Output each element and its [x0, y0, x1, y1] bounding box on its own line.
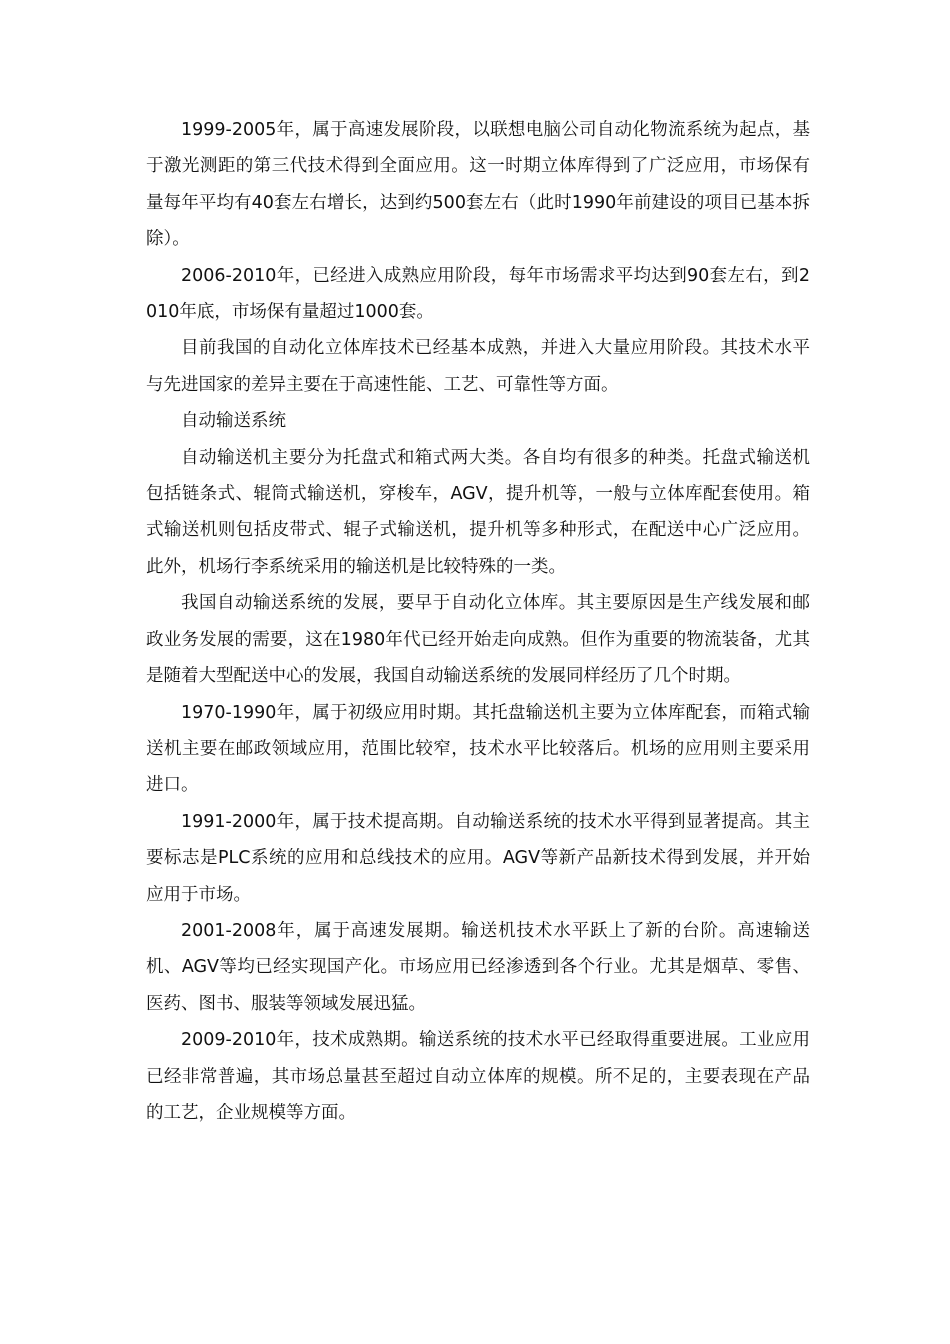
paragraph-1970-1990: 1970-1990年，属于初级应用时期。其托盘输送机主要为立体库配套，而箱式输送机主要在邮政领域应用，范围比较窄，技术水平比较落后。机场的应用则主要采用进口。 — [146, 702, 810, 796]
paragraph-2001-2008: 2001-2008年，属于高速发展期。输送机技术水平跃上了新的台阶。高速输送机、AGV等均已经实现国产化。市场应用已经渗透到各个行业。尤其是烟草、零售、医药、图书、服装等领域发展迅猛。 — [146, 920, 810, 1014]
paragraph-1991-2000: 1991-2000年，属于技术提高期。自动输送系统的技术水平得到显著提高。其主要标志是PLC系统的应用和总线技术的应用。AGV等新产品新技术得到发展，并开始应用于市场。 — [146, 811, 810, 905]
paragraph-conveyor-history: 我国自动输送系统的发展，要早于自动化立体库。其主要原因是生产线发展和邮政业务发展的需要，这在1980年代已经开始走向成熟。但作为重要的物流装备，尤其是随着大型配送中心的发展，我国自动输送系统的发展同样经历了几个时期。 — [146, 593, 810, 687]
document-body — [146, 112, 810, 1131]
paragraph-2006-2010: 2006-2010年，已经进入成熟应用阶段，每年市场需求平均达到90套左右，到2010年底，市场保有量超过1000套。 — [146, 265, 810, 323]
paragraph-conveyor-types: 自动输送机主要分为托盘式和箱式两大类。各自均有很多的种类。托盘式输送机包括链条式、辊筒式输送机，穿梭车，AGV，提升机等，一般与立体库配套使用。箱式输送机则包括皮带式、辊子式输送机，提升机等多种形式，在配送中心广泛应用。此外，机场行李系统采用的输送机是比较特殊的一类。 — [146, 447, 810, 577]
paragraph-1999-2005: 1999-2005年，属于高速发展阶段，以联想电脑公司自动化物流系统为起点，基于激光测距的第三代技术得到全面应用。这一时期立体库得到了广泛应用，市场保有量每年平均有40套左右增长，达到约500套左右（此时1990年前建设的项目已基本拆除）。 — [146, 120, 810, 250]
section-heading-conveyor-system: 自动输送系统 — [181, 411, 286, 432]
paragraph-current-status: 目前我国的自动化立体库技术已经基本成熟，并进入大量应用阶段。其技术水平与先进国家的差异主要在于高速性能、工艺、可靠性等方面。 — [146, 338, 810, 395]
paragraph-2009-2010: 2009-2010年，技术成熟期。输送系统的技术水平已经取得重要进展。工业应用已经非常普遍，其市场总量甚至超过自动立体库的规模。所不足的，主要表现在产品的工艺，企业规模等方面。 — [146, 1030, 810, 1123]
